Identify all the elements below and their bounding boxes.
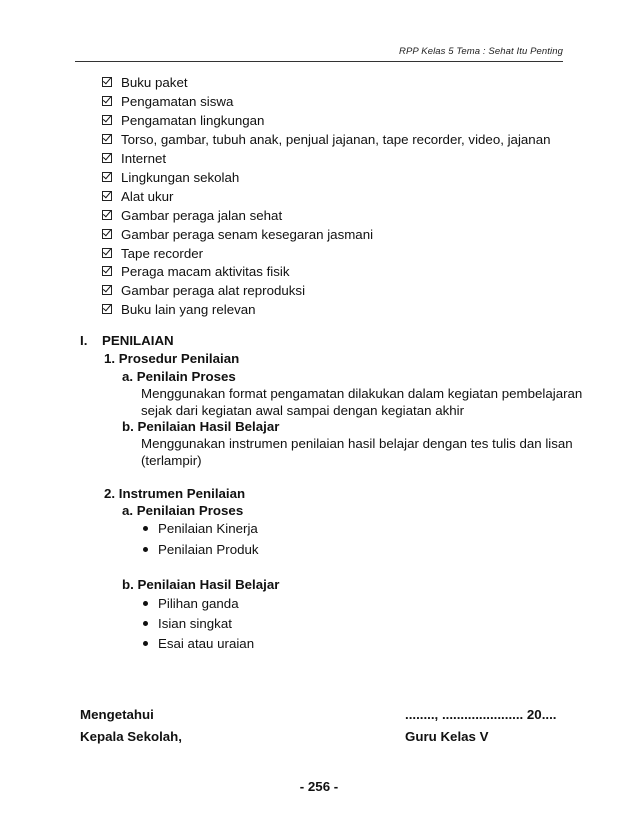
checklist-item: Gambar peraga senam kesegaran jasmani bbox=[102, 225, 373, 243]
checklist-item: Pengamatan siswa bbox=[102, 92, 233, 110]
checkbox-checked-icon bbox=[102, 153, 112, 163]
page-number: - 256 - bbox=[299, 779, 339, 794]
bullet-icon bbox=[143, 526, 148, 531]
checkbox-checked-icon bbox=[102, 115, 112, 125]
checkbox-checked-icon bbox=[102, 285, 112, 295]
subsection-item-title: a. Penilain Proses bbox=[122, 369, 236, 384]
checkbox-checked-icon bbox=[102, 191, 112, 201]
bullet-icon bbox=[143, 641, 148, 646]
checklist-item: Gambar peraga alat reproduksi bbox=[102, 281, 305, 299]
bullet-item: Penilaian Kinerja bbox=[143, 519, 258, 537]
checkbox-checked-icon bbox=[102, 96, 112, 106]
checkbox-checked-icon bbox=[102, 172, 112, 182]
checklist-item: Internet bbox=[102, 149, 166, 167]
checklist-item: Buku lain yang relevan bbox=[102, 300, 256, 318]
checklist-item: Buku paket bbox=[102, 73, 188, 91]
checklist-item: Torso, gambar, tubuh anak, penjual jajanan, tape recorder, video, jajanan bbox=[102, 130, 551, 148]
signature-left-line2: Kepala Sekolah, bbox=[80, 729, 182, 744]
checklist-item: Gambar peraga jalan sehat bbox=[102, 206, 282, 224]
subsection-title: 1. Prosedur Penilaian bbox=[104, 351, 240, 366]
header-rule bbox=[75, 61, 563, 62]
bullet-icon bbox=[143, 601, 148, 606]
bullet-item: Esai atau uraian bbox=[143, 634, 254, 652]
checkbox-checked-icon bbox=[102, 304, 112, 314]
checklist-item: Lingkungan sekolah bbox=[102, 168, 239, 186]
checkbox-checked-icon bbox=[102, 229, 112, 239]
bullet-icon bbox=[143, 547, 148, 552]
running-header: RPP Kelas 5 Tema : Sehat Itu Penting bbox=[399, 46, 563, 57]
paragraph-line: sejak dari kegiatan awal sampai dengan kegiatan akhir bbox=[141, 403, 465, 418]
bullet-item: Isian singkat bbox=[143, 614, 232, 632]
signature-right-line1: ........, ...................... 20.... bbox=[405, 707, 557, 722]
section-number: I. bbox=[80, 333, 88, 348]
paragraph-line: Menggunakan format pengamatan dilakukan dalam kegiatan pembelajaran bbox=[141, 386, 583, 401]
checkbox-checked-icon bbox=[102, 248, 112, 258]
checklist-item: Pengamatan lingkungan bbox=[102, 111, 264, 129]
checkbox-checked-icon bbox=[102, 210, 112, 220]
checklist-item: Peraga macam aktivitas fisik bbox=[102, 262, 289, 280]
checklist-item: Alat ukur bbox=[102, 187, 173, 205]
bullet-item: Penilaian Produk bbox=[143, 540, 259, 558]
checkbox-checked-icon bbox=[102, 266, 112, 276]
bullet-item: Pilihan ganda bbox=[143, 594, 239, 612]
subsection-title: 2. Instrumen Penilaian bbox=[104, 486, 246, 501]
section-title: PENILAIAN bbox=[102, 333, 174, 348]
subsection-item-title: b. Penilaian Hasil Belajar bbox=[122, 419, 280, 434]
signature-left-line1: Mengetahui bbox=[80, 707, 154, 722]
subsection-item-title: b. Penilaian Hasil Belajar bbox=[122, 577, 280, 592]
checkbox-checked-icon bbox=[102, 77, 112, 87]
signature-right-line2: Guru Kelas V bbox=[405, 729, 489, 744]
bullet-icon bbox=[143, 621, 148, 626]
subsection-item-title: a. Penilaian Proses bbox=[122, 503, 244, 518]
checkbox-checked-icon bbox=[102, 134, 112, 144]
paragraph-line: (terlampir) bbox=[141, 453, 202, 468]
paragraph-line: Menggunakan instrumen penilaian hasil belajar dengan tes tulis dan lisan bbox=[141, 436, 573, 451]
checklist-item: Tape recorder bbox=[102, 244, 203, 262]
